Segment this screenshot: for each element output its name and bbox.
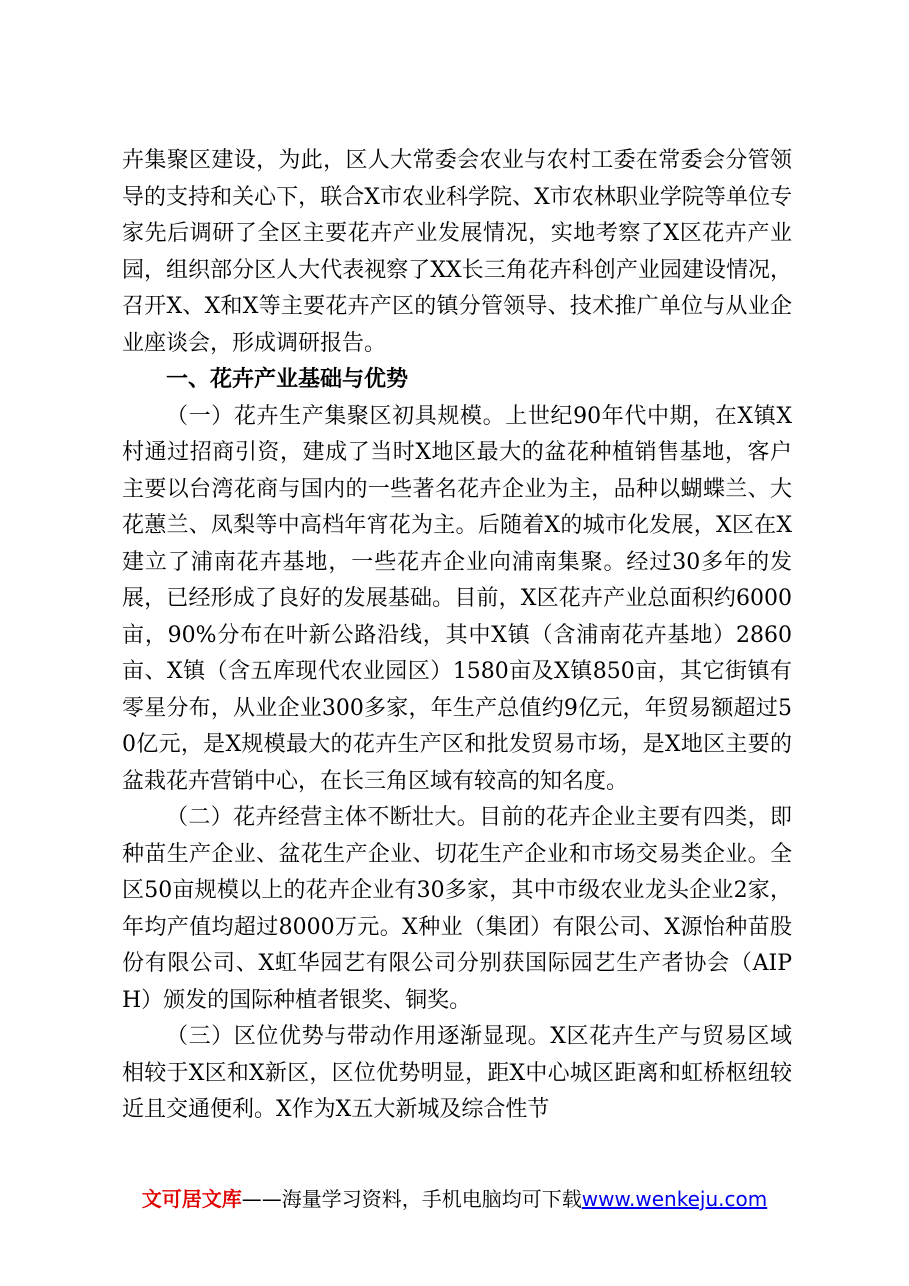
subsection-1-paragraph <box>122 399 792 801</box>
subsection-1-heading: （一）花卉生产集聚区初具规模。 <box>166 403 506 429</box>
subsection-3-paragraph <box>122 1019 792 1129</box>
footer-banner <box>0 1183 909 1212</box>
footer-brand: 文可居文库 <box>141 1187 242 1211</box>
subsection-2-paragraph <box>122 800 792 1019</box>
section-heading-1: 一、花卉产业基础与优势 <box>166 367 409 392</box>
document-body <box>122 143 792 1129</box>
footer-website-link[interactable]: www.wenkeju.com <box>581 1187 768 1211</box>
subsection-2-heading: （二）花卉经营主体不断壮大。 <box>166 805 480 830</box>
footer-dash: —— <box>241 1187 282 1211</box>
footer-tagline: 海量学习资料，手机电脑均可下载 <box>281 1187 582 1211</box>
subsection-3-body: X区花卉生产与贸易区域相较于X区和X新区，区位优势明显，距X中心城区距离和虹桥枢纽较近且交通便利。X作为X五大新城及综合性节 <box>122 1024 792 1122</box>
intro-paragraph: 卉集聚区建设，为此，区人大常委会农业与农村工委在常委会分管领导的支持和关心下，联合X市农业科学院、X市农林职业学院等单位专家先后调研了全区主要花卉产业发展情况，实地考察了X区花卉产业园，组织部分区人大代表视察了XX长三角花卉科创产业园建设情况，召开X、X和X等主要花卉产区的镇分管领导、技术推广单位与从业企业座谈会，形成调研报告。 <box>122 148 792 356</box>
subsection-2-body: 目前的花卉企业主要有四类，即种苗生产企业、盆花生产企业、切花生产企业和市场交易类企业。全区50亩规模以上的花卉企业有30多家，其中市级农业龙头企业2家，年均产值均超过8000万元。X种业（集团）有限公司、X源怡种苗股份有限公司、X虹华园艺有限公司分别获国际园艺生产者协会（AIPH）颁发的国际种植者银奖、铜奖。 <box>122 805 792 1013</box>
subsection-1-body: 上世纪90年代中期，在X镇X村通过招商引资，建成了当时X地区最大的盆花种植销售基地，客户主要以台湾花商与国内的一些著名花卉企业为主，品种以蝴蝶兰、大花蕙兰、凤梨等中高档年宵花为主。后随着X的城市化发展，X区在X建立了浦南花卉基地，一些花卉企业向浦南集聚。经过30多年的发展，已经形成了良好的发展基础。目前，X区花卉产业总面积约6000亩，90%分布在叶新公路沿线，其中X镇（含浦南花卉基地）2860亩、X镇（含五库现代农业园区）1580亩及X镇850亩，其它街镇有零星分布，从业企业300多家，年生产总值约9亿元，年贸易额超过50亿元，是X规模最大的花卉生产区和批发贸易市场，是X地区主要的盆栽花卉营销中心，在长三角区域有较高的知名度。 <box>122 403 792 794</box>
subsection-3-heading: （三）区位优势与带动作用逐渐显现。 <box>166 1024 551 1049</box>
